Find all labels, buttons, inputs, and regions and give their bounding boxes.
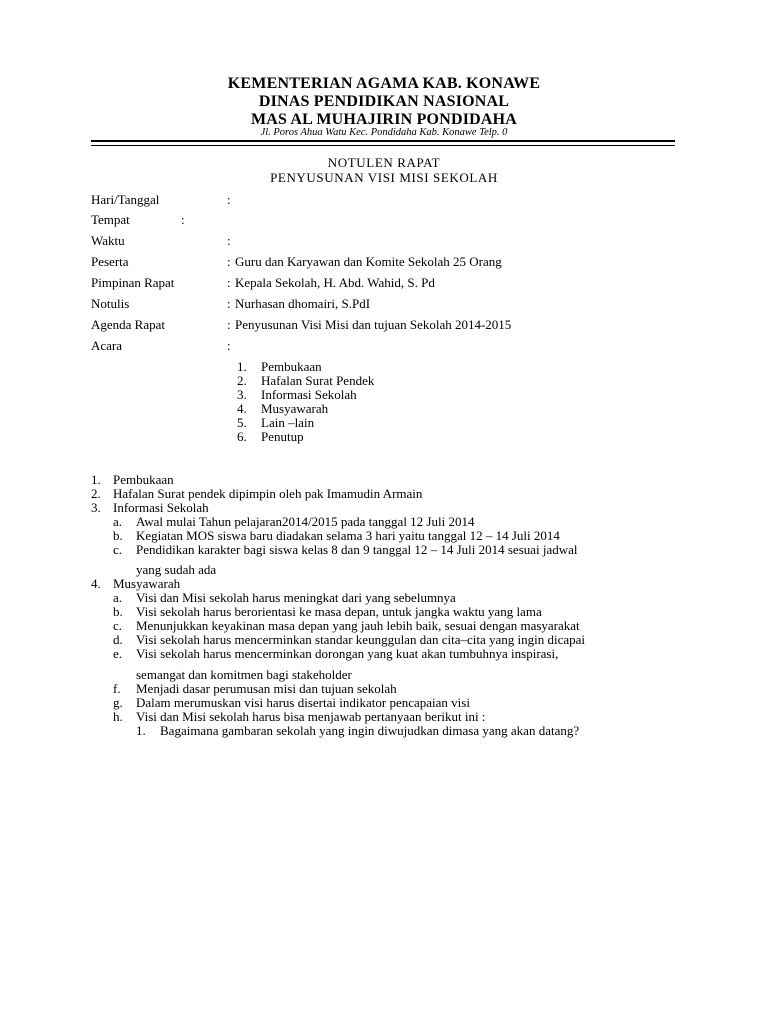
list-number: 5. — [237, 415, 247, 430]
field-colon: : — [227, 338, 231, 353]
list-item: Pembukaan — [261, 359, 322, 374]
list-letter: b. — [113, 604, 123, 619]
field-value: Guru dan Karyawan dan Komite Sekolah 25 Orang — [235, 254, 502, 269]
doc-title: NOTULEN RAPAT — [327, 155, 441, 170]
list-item: Informasi Sekolah — [113, 500, 209, 515]
header-school: MAS AL MUHAJIRIN PONDIDAHA — [250, 111, 518, 128]
field-label: Notulis — [91, 296, 130, 311]
field-colon: : — [227, 317, 231, 332]
field-colon: : — [227, 296, 231, 311]
list-letter: b. — [113, 528, 123, 543]
field-value: Kepala Sekolah, H. Abd. Wahid, S. Pd — [235, 275, 435, 290]
field-label: Hari/Tanggal — [91, 192, 160, 207]
list-letter: a. — [113, 590, 123, 605]
list-number: 3. — [237, 387, 247, 402]
list-item: Lain –lain — [261, 415, 315, 430]
list-item: Informasi Sekolah — [261, 387, 357, 402]
header-ministry: KEMENTERIAN AGAMA KAB. KONAWE — [227, 75, 541, 92]
field-colon: : — [227, 254, 231, 269]
list-letter: e. — [113, 646, 123, 661]
list-item: Hafalan Surat Pendek — [261, 373, 375, 388]
field-colon: : — [181, 212, 185, 227]
field-colon: : — [227, 192, 231, 207]
list-number: 1. — [136, 723, 146, 738]
field-label: Acara — [91, 338, 123, 353]
list-item: Pendidikan karakter bagi siswa kelas 8 dan 9 tanggal 12 – 14 Juli 2014 sesuai jadwal — [136, 542, 578, 557]
list-item: Visi sekolah harus mencerminkan standar keunggulan dan cita–cita yang ingin dicapai — [136, 632, 586, 647]
list-item: Hafalan Surat pendek dipimpin oleh pak Imamudin Armain — [113, 486, 423, 501]
field-label: Peserta — [91, 254, 129, 269]
header-address: Jl. Poros Ahua Watu Kec. Pondidaha Kab. Konawe Telp. 0 — [260, 127, 508, 138]
list-letter: d. — [113, 632, 123, 647]
field-value: Penyusunan Visi Misi dan tujuan Sekolah 2014-2015 — [235, 317, 512, 332]
list-item: Awal mulai Tahun pelajaran2014/2015 pada tanggal 12 Juli 2014 — [136, 514, 475, 529]
list-letter: h. — [113, 709, 123, 724]
list-number: 2. — [237, 373, 247, 388]
list-number: 4. — [237, 401, 247, 416]
list-number: 6. — [237, 429, 247, 444]
list-item: Pembukaan — [113, 472, 174, 487]
header-rule-thin — [91, 145, 675, 146]
list-number: 1. — [91, 472, 101, 487]
doc-subtitle: PENYUSUNAN VISI MISI SEKOLAH — [270, 170, 498, 185]
field-colon: : — [227, 275, 231, 290]
list-letter: f. — [113, 681, 121, 696]
field-label: Pimpinan Rapat — [91, 275, 175, 290]
list-item: Penutup — [261, 429, 304, 444]
list-letter: c. — [113, 618, 123, 633]
list-number: 3. — [91, 500, 101, 515]
field-value: Nurhasan dhomairi, S.PdI — [235, 296, 371, 311]
list-item: Kegiatan MOS siswa baru diadakan selama 3 hari yaitu tanggal 12 – 14 Juli 2014 — [136, 528, 560, 543]
list-item: Menjadi dasar perumusan misi dan tujuan sekolah — [136, 681, 397, 696]
list-item-continuation: semangat dan komitmen bagi stakeholder — [136, 667, 352, 682]
header-department: DINAS PENDIDIKAN NASIONAL — [258, 93, 510, 110]
field-colon: : — [227, 233, 231, 248]
list-item: Dalam merumuskan visi harus disertai indikator pencapaian visi — [136, 695, 470, 710]
list-item: Visi sekolah harus mencerminkan dorongan yang kuat akan tumbuhnya inspirasi, — [136, 646, 559, 661]
list-letter: a. — [113, 514, 123, 529]
list-item: Visi dan Misi sekolah harus bisa menjawab pertanyaan berikut ini : — [136, 709, 486, 724]
header-rule-thick — [91, 140, 675, 142]
list-number: 1. — [237, 359, 247, 374]
list-letter: g. — [113, 695, 123, 710]
list-item: Musyawarah — [261, 401, 329, 416]
list-item: Visi sekolah harus berorientasi ke masa depan, untuk jangka waktu yang lama — [136, 604, 542, 619]
list-number: 2. — [91, 486, 101, 501]
field-label: Agenda Rapat — [91, 317, 166, 332]
field-label: Waktu — [91, 233, 125, 248]
list-number: 4. — [91, 576, 101, 591]
list-item: Visi dan Misi sekolah harus meningkat dari yang sebelumnya — [136, 590, 456, 605]
field-label: Tempat — [91, 212, 130, 227]
list-item: Bagaimana gambaran sekolah yang ingin diwujudkan dimasa yang akan datang? — [160, 723, 580, 738]
list-item: Menunjukkan keyakinan masa depan yang jauh lebih baik, sesuai dengan masyarakat — [136, 618, 580, 633]
list-letter: c. — [113, 542, 123, 557]
list-item-continuation: yang sudah ada — [136, 562, 217, 577]
list-item: Musyawarah — [113, 576, 181, 591]
